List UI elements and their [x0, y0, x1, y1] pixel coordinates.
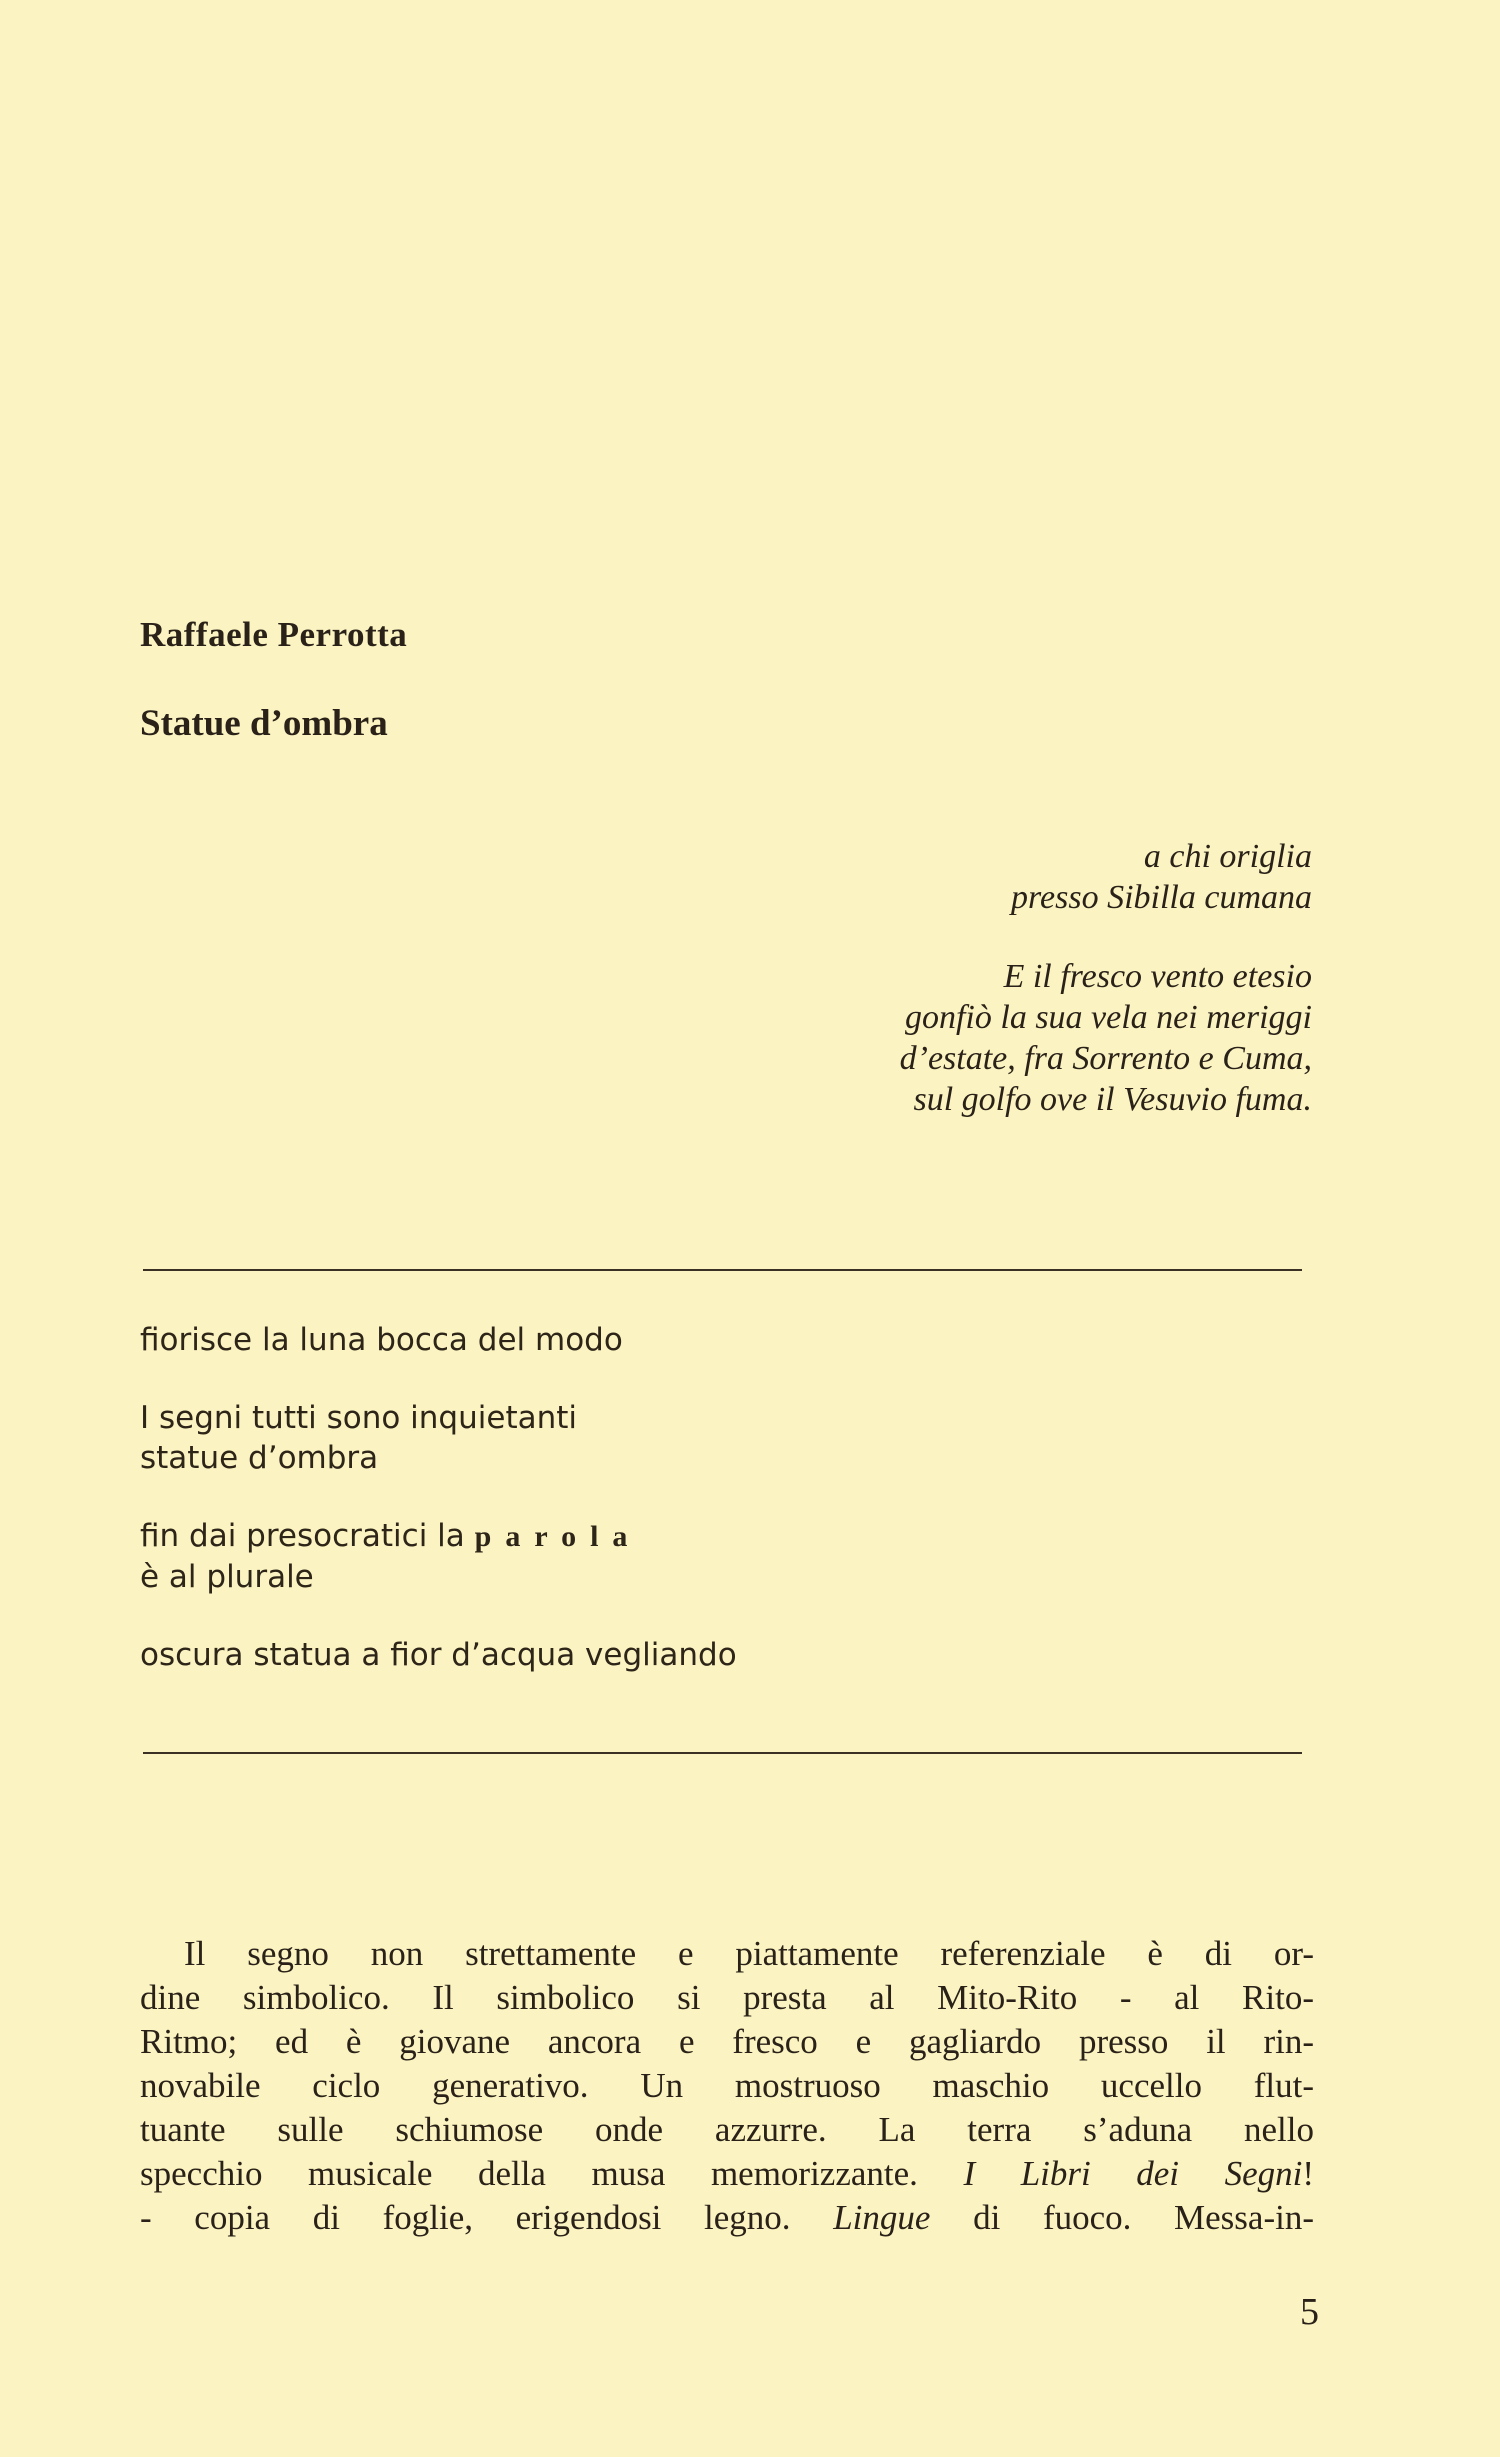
prose-paragraph — [140, 1932, 1314, 2240]
poem-body — [140, 1320, 1040, 1675]
stanza-gap — [140, 1597, 1040, 1635]
author-name: Raffaele Perrotta — [140, 615, 408, 654]
prose-line: tuante sulle schiumose onde azzurre. La terra s’aduna nello — [140, 2110, 1314, 2149]
poem-line-prefix: fin dai presocratici la — [140, 1518, 475, 1554]
prose-line — [140, 2152, 1314, 2196]
top-divider-rule — [143, 1269, 1302, 1271]
prose-text: di fuoco. Messa-in- — [930, 2198, 1314, 2237]
bottom-divider-rule — [143, 1752, 1302, 1754]
poem-line — [140, 1516, 1040, 1557]
epigraph-gap — [612, 918, 1312, 956]
prose-text: specchio musicale della musa memorizzante. — [140, 2154, 964, 2193]
dedication-line: a chi origlia — [1143, 838, 1312, 875]
poem-line: I segni tutti sono inquietanti — [140, 1400, 578, 1436]
epigraph-verse-line: d’estate, fra Sorrento e Cuma, — [899, 1040, 1312, 1077]
epigraph-verse-line: E il fresco vento etesio — [1003, 958, 1312, 995]
italic-word: Lingue — [833, 2198, 931, 2237]
dedication-line: presso Sibilla cumana — [1011, 879, 1312, 916]
epigraph-verse-line: gonfiò la sua vela nei meriggi — [904, 999, 1312, 1036]
poem-line: oscura statua a fior d’acqua vegliando — [140, 1637, 737, 1673]
stanza-gap — [140, 1360, 1040, 1398]
poem-title: Statue d’ombra — [140, 703, 388, 744]
poem-line: fiorisce la luna bocca del modo — [140, 1322, 623, 1358]
epigraph — [612, 836, 1312, 1120]
prose-line — [140, 2196, 1314, 2240]
italic-title: I Libri dei Segni — [963, 2154, 1303, 2193]
prose-line: Ritmo; ed è giovane ancora e fresco e gagliardo presso il rin- — [140, 2022, 1314, 2061]
page-number: 5 — [1300, 2291, 1319, 2333]
spaced-word-parola: parola — [474, 1520, 642, 1553]
epigraph-verse-line: sul golfo ove il Vesuvio fuma. — [913, 1081, 1312, 1118]
prose-line: dine simbolico. Il simbolico si presta al Mito-Rito - al Rito- — [140, 1978, 1314, 2017]
prose-line: novabile ciclo generativo. Un mostruoso maschio uccello flut- — [140, 2066, 1314, 2105]
stanza-gap — [140, 1478, 1040, 1516]
prose-text: ! — [1302, 2154, 1314, 2193]
poem-line: è al plurale — [140, 1559, 314, 1595]
poem-line: statue d’ombra — [140, 1440, 379, 1476]
prose-line: Il segno non strettamente e piattamente referenziale è di or- — [184, 1934, 1314, 1973]
prose-text: - copia di foglie, erigendosi legno. — [140, 2198, 834, 2237]
